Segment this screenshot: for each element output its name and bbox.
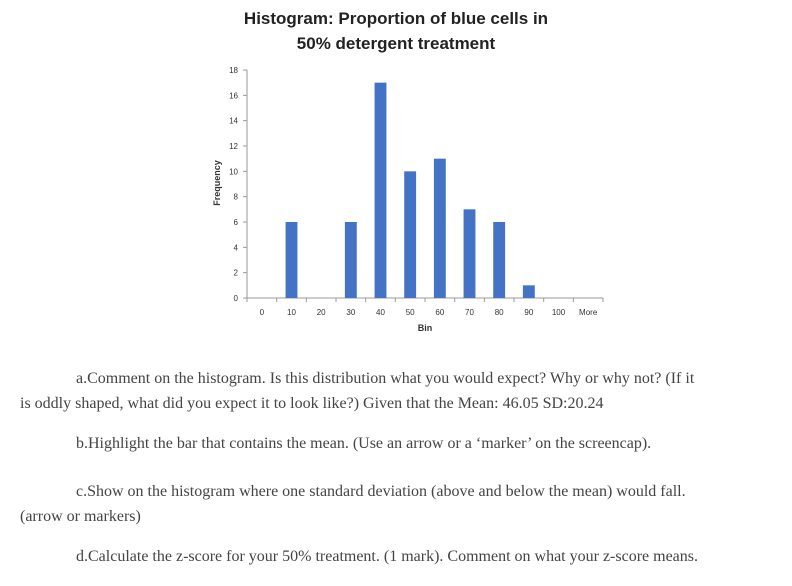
x-tick-label: 0 <box>259 308 265 317</box>
histogram-bar-90 <box>523 285 535 298</box>
y-tick-label: 8 <box>233 192 238 202</box>
histogram-bar-40 <box>375 83 387 298</box>
question-a-line-1: a.Comment on the histogram. Is this distribution what you would expect? Why or why not? (If it <box>76 370 695 387</box>
y-tick-label: 2 <box>233 268 238 278</box>
x-tick-label: 90 <box>524 308 534 317</box>
histogram-bar-60 <box>434 159 446 298</box>
y-tick-label: 0 <box>233 294 238 303</box>
x-tick-labels <box>260 308 598 317</box>
y-axis-title-wrap <box>197 158 237 218</box>
x-tick-label: More <box>579 308 598 317</box>
y-tick-label: 4 <box>233 243 238 253</box>
question-b: b.Highlight the bar that contains the mean. (Use an arrow or a ‘marker’ on the screencap). <box>76 435 652 452</box>
histogram-bar-70 <box>464 209 476 298</box>
question-c-line-2: (arrow or markers) <box>20 508 141 525</box>
x-tick-label: 80 <box>494 308 504 317</box>
x-tick-label: 100 <box>551 308 566 317</box>
question-d: d.Calculate the z-score for your 50% treatment. (1 mark). Comment on what your z-score means. <box>76 548 699 565</box>
x-tick-label: 70 <box>465 308 474 317</box>
histogram-bar-30 <box>345 222 357 298</box>
y-tick-label: 10 <box>229 167 238 177</box>
y-axis-title: Frequency <box>212 160 222 206</box>
x-tick-label: 40 <box>376 308 385 317</box>
histogram-bar-80 <box>493 222 505 298</box>
chart-bars <box>286 83 535 298</box>
x-axis-title: Bin <box>417 323 433 333</box>
x-tick-label: 60 <box>435 308 445 317</box>
y-tick-label: 14 <box>229 116 238 126</box>
y-tick-label: 6 <box>233 218 238 227</box>
question-c-line-1: c.Show on the histogram where one standard deviation (above and below the mean) would fall. <box>76 483 686 500</box>
x-tick-label: 20 <box>316 308 326 317</box>
chart-title-line-2: 50% detergent treatment <box>296 34 496 53</box>
x-tick-label: 30 <box>346 308 356 317</box>
y-tick-label: 16 <box>229 91 238 101</box>
histogram-bar-10 <box>286 222 298 298</box>
y-tick-label: 12 <box>229 142 238 151</box>
chart-title-line-1: Histogram: Proportion of blue cells in <box>243 9 549 28</box>
question-a-line-2: is oddly shaped, what did you expect it to look like?) Given that the Mean: 46.05 SD:20.24 <box>20 395 604 412</box>
histogram-bar-50 <box>404 171 416 298</box>
y-tick-label: 18 <box>229 66 238 75</box>
x-tick-label: 10 <box>287 308 296 317</box>
x-tick-label: 50 <box>405 308 415 317</box>
